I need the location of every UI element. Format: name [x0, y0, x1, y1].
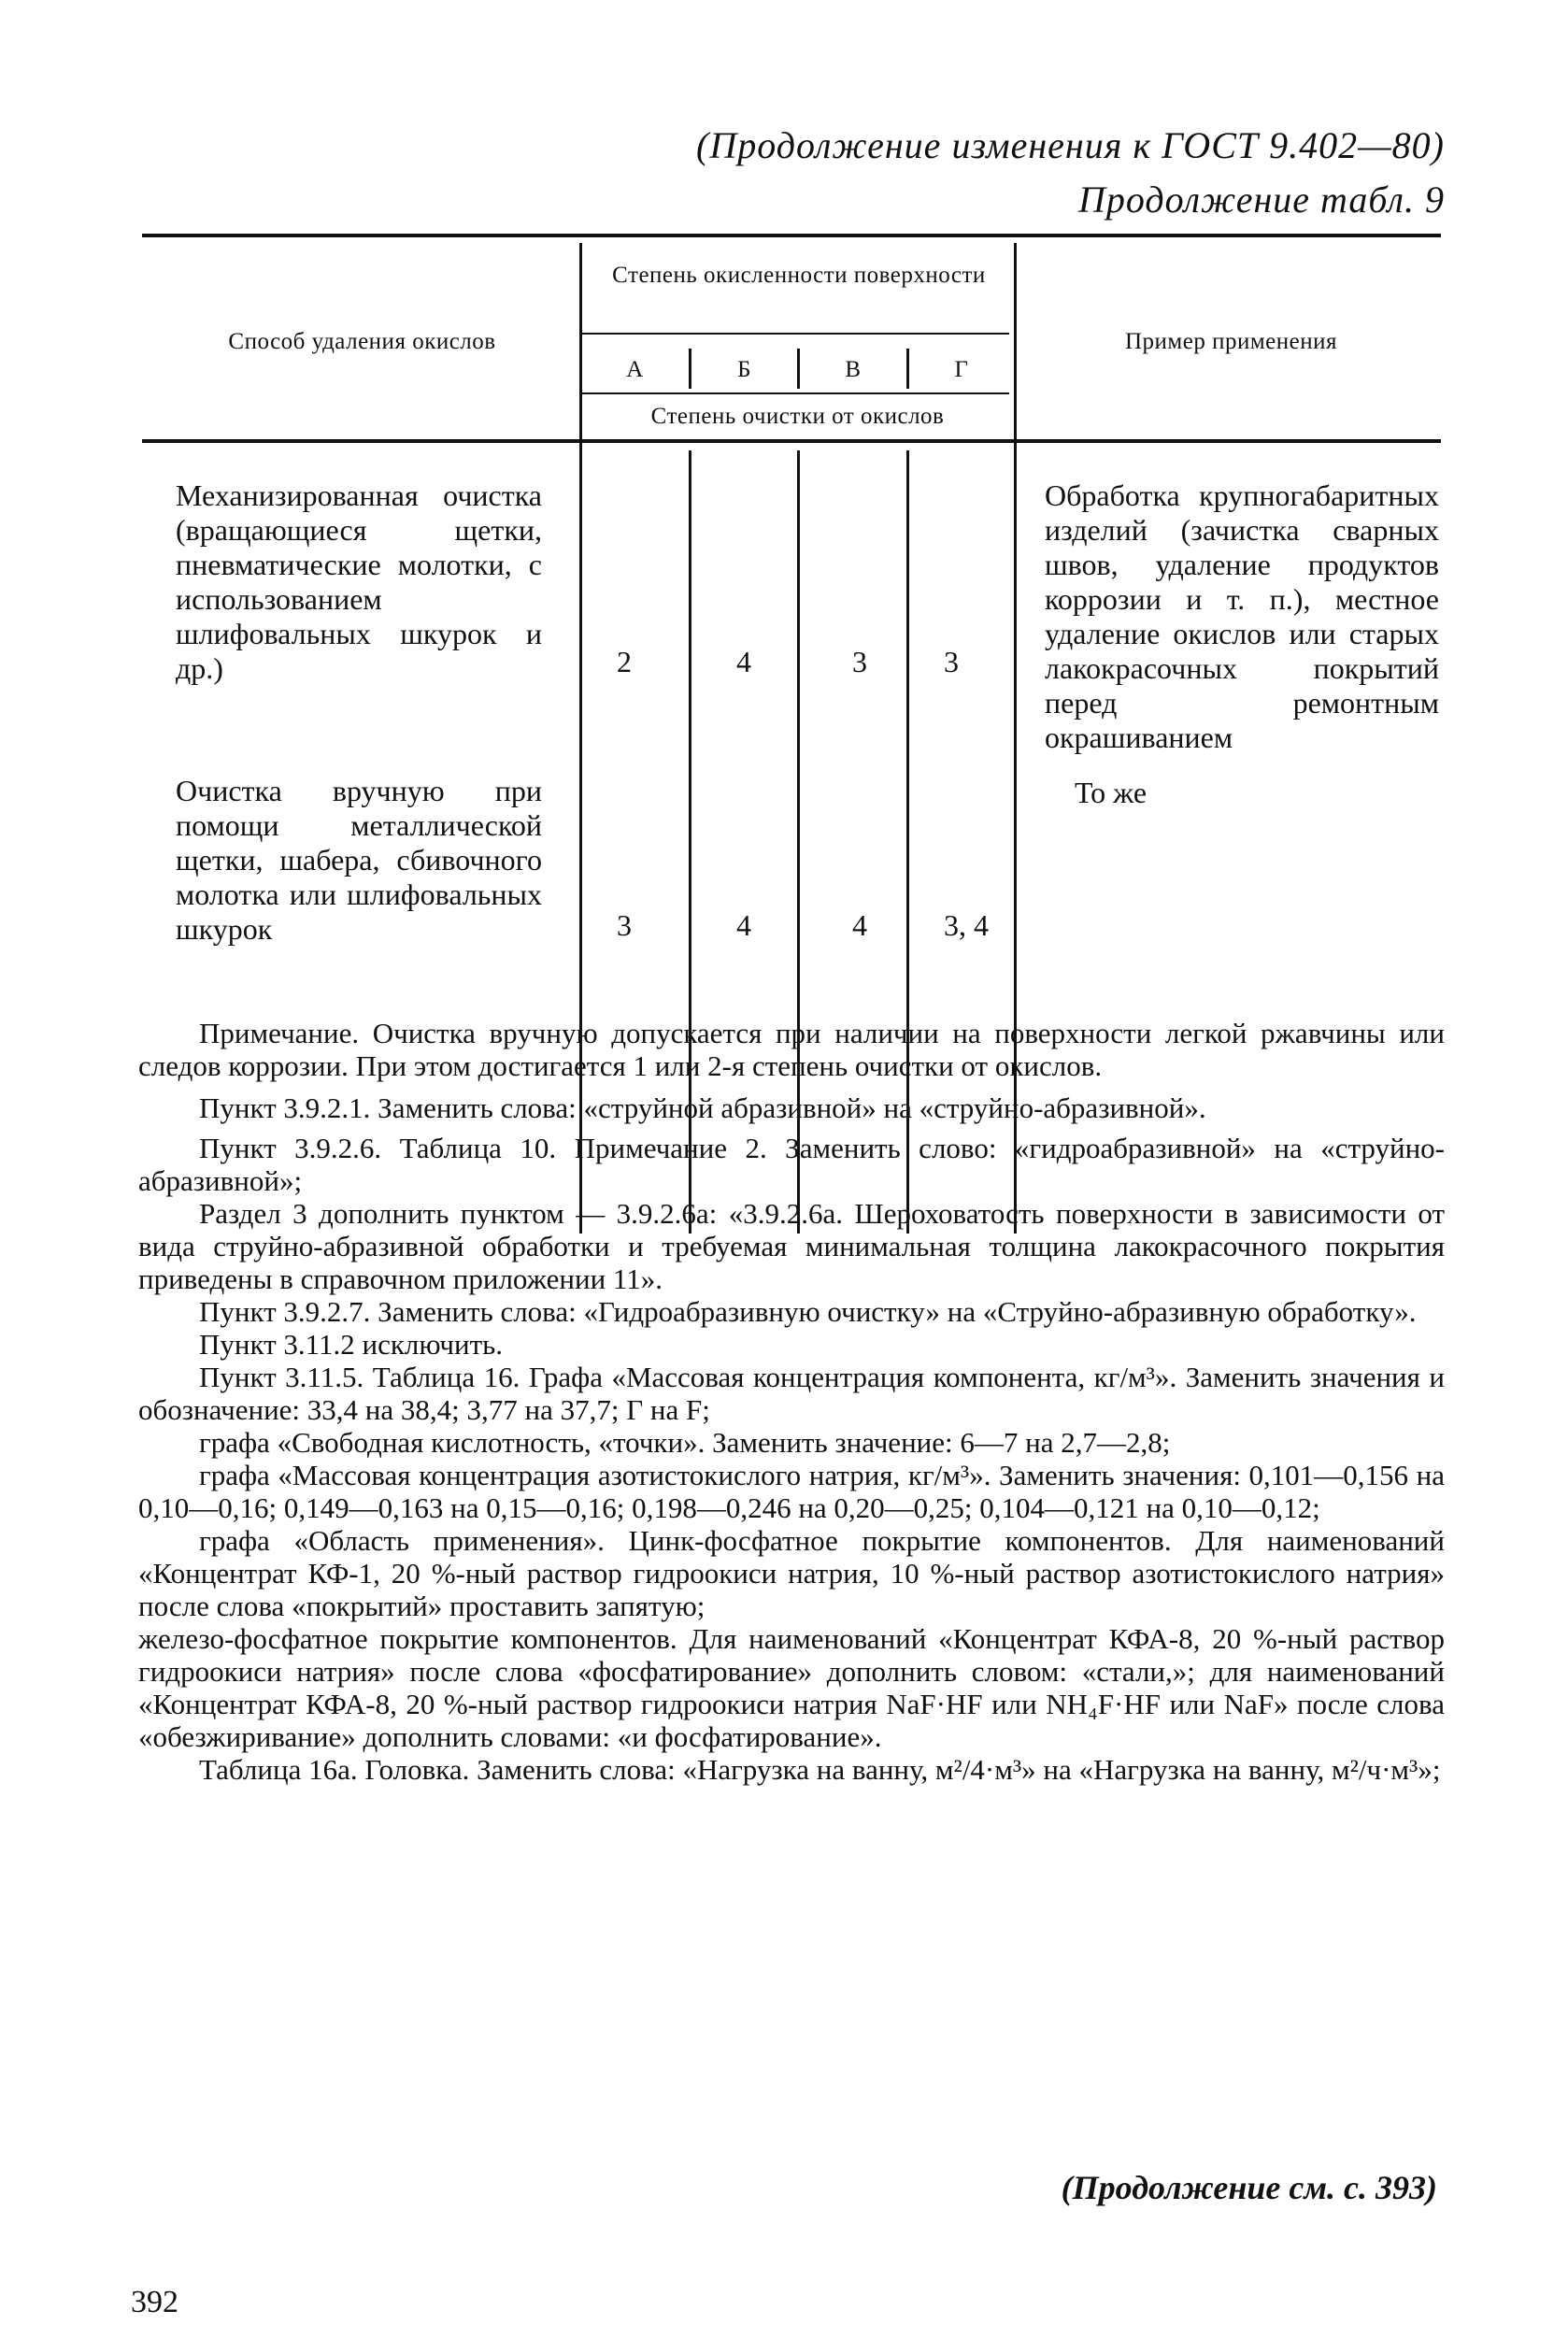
column-header-clean: Степень очистки от окислов — [650, 404, 945, 429]
column-header-example: Пример применения — [1124, 329, 1337, 354]
paragraph: графа «Свободная кислотность, «точки». Заменить значение: 6—7 на 2,7—2,8; — [199, 1426, 1171, 1459]
header-table-continuation: Продолжение табл. 9 — [1077, 178, 1445, 221]
subcolumn-g: Г — [954, 357, 969, 382]
amendment-text — [138, 1017, 1445, 1786]
paragraph: графа «Область применения». Цинк-фосфатное покрытие компонентов. Для наименований «Концентрат КФ-1, 20 %-ный раствор гидроокиси натрия, 10 %-ный раствор азотистокислого натрия» после слова «покрытий» проставить запятую; — [138, 1524, 1445, 1622]
row2-value-b: 4 — [736, 908, 751, 942]
row1-value-v: 3 — [852, 645, 867, 678]
row1-value-g: 3 — [944, 645, 959, 678]
subheader-rule-2 — [581, 392, 1009, 394]
subcolumn-v: В — [845, 357, 862, 382]
subheader-rule — [581, 333, 1009, 335]
row1-method: Механизированная очистка (вращающиеся щетки, пневматические молотки, с использованием шлифовальных шкурок и др.) — [176, 478, 542, 685]
subcolumn-a: А — [626, 357, 644, 382]
paragraph: Пункт 3.9.2.6. Таблица 10. Примечание 2. Заменить слово: «гидроабразивной» на «струйно-абразивной»; — [138, 1132, 1445, 1197]
header-continuation: (Продолжение изменения к ГОСТ 9.402—80) — [696, 124, 1445, 166]
row2-value-a: 3 — [617, 908, 632, 942]
row2-value-g: 3, 4 — [944, 908, 989, 942]
column-header-degree: Степень окисленности поверхности — [612, 263, 986, 288]
subcolumn-b: Б — [737, 357, 751, 382]
page-number: 392 — [131, 2285, 178, 2319]
row1-value-b: 4 — [736, 645, 751, 678]
column-header-method: Способ удаления окислов — [228, 329, 496, 354]
row2-value-v: 4 — [852, 908, 867, 942]
row2-method: Очистка вручную при помощи металлической щетки, шабера, сбивочного молотка или шлифовальных шкурок — [176, 774, 542, 946]
row1-value-a: 2 — [617, 645, 632, 678]
paragraph: Пункт 3.11.5. Таблица 16. Графа «Массовая концентрация компонента, кг/м³». Заменить значения и обозначение: 33,4 на 38,4; 3,77 на 37,7; Г на F; — [138, 1361, 1445, 1426]
paragraph: Пункт 3.9.2.1. Заменить слова: «струйной абразивной» на «струйно-абразивной». — [199, 1091, 1206, 1124]
row1-example: Обработка крупногабаритных изделий (зачистка сварных швов, удаление продуктов коррозии и т. п.), местное удаление окислов или старых лакокрасочных покрытий перед ремонтным окрашиванием — [1045, 478, 1439, 754]
table-top-rule — [142, 234, 1441, 237]
paragraph: Пункт 3.9.2.7. Заменить слова: «Гидроабразивную очистку» на «Струйно-абразивную обработку». — [199, 1295, 1417, 1328]
table-header-rule — [142, 439, 1441, 443]
paragraph: Пункт 3.11.2 исключить. — [199, 1328, 504, 1361]
footer-continuation: (Продолжение см. с. 393) — [1061, 2169, 1437, 2206]
row2-example: То же — [1075, 776, 1147, 809]
paragraph: Таблица 16а. Головка. Заменить слова: «Нагрузка на ванну, м²/4·м³» на «Нагрузка на ванну, м²/ч·м³»; — [199, 1753, 1441, 1786]
paragraph: железо-фосфатное покрытие компонентов. Для наименований «Концентрат КФА-8, 20 %-ный раствор гидроокиси натрия» после слова «фосфатирование» дополнить словом: «стали,»; для наименований «Концентрат КФА-8, 20 %-ный раствор гидроокиси натрия NaF·HF или NH₄F·HF или NaF» после слова «обезжиривание» дополнить словами: «и фосфатирование». — [138, 1622, 1445, 1753]
note-paragraph: Примечание. Очистка вручную допускается при наличии на поверхности легкой ржавчины или следов коррозии. При этом достигается 1 или 2-я степень очистки от окислов. — [138, 1017, 1445, 1082]
paragraph: графа «Массовая концентрация азотистокислого натрия, кг/м³». Заменить значения: 0,101—0,156 на 0,10—0,16; 0,149—0,163 на 0,15—0,16; 0,198—0,246 на 0,20—0,25; 0,104—0,121 на 0,10—0,12; — [138, 1459, 1445, 1524]
paragraph: Раздел 3 дополнить пунктом — 3.9.2.6а: «3.9.2.6а. Шероховатость поверхности в зависимости от вида струйно-абразивной обработки и требуемая минимальная толщина лакокрасочного покрытия приведены в справочном приложении 11». — [138, 1197, 1445, 1295]
